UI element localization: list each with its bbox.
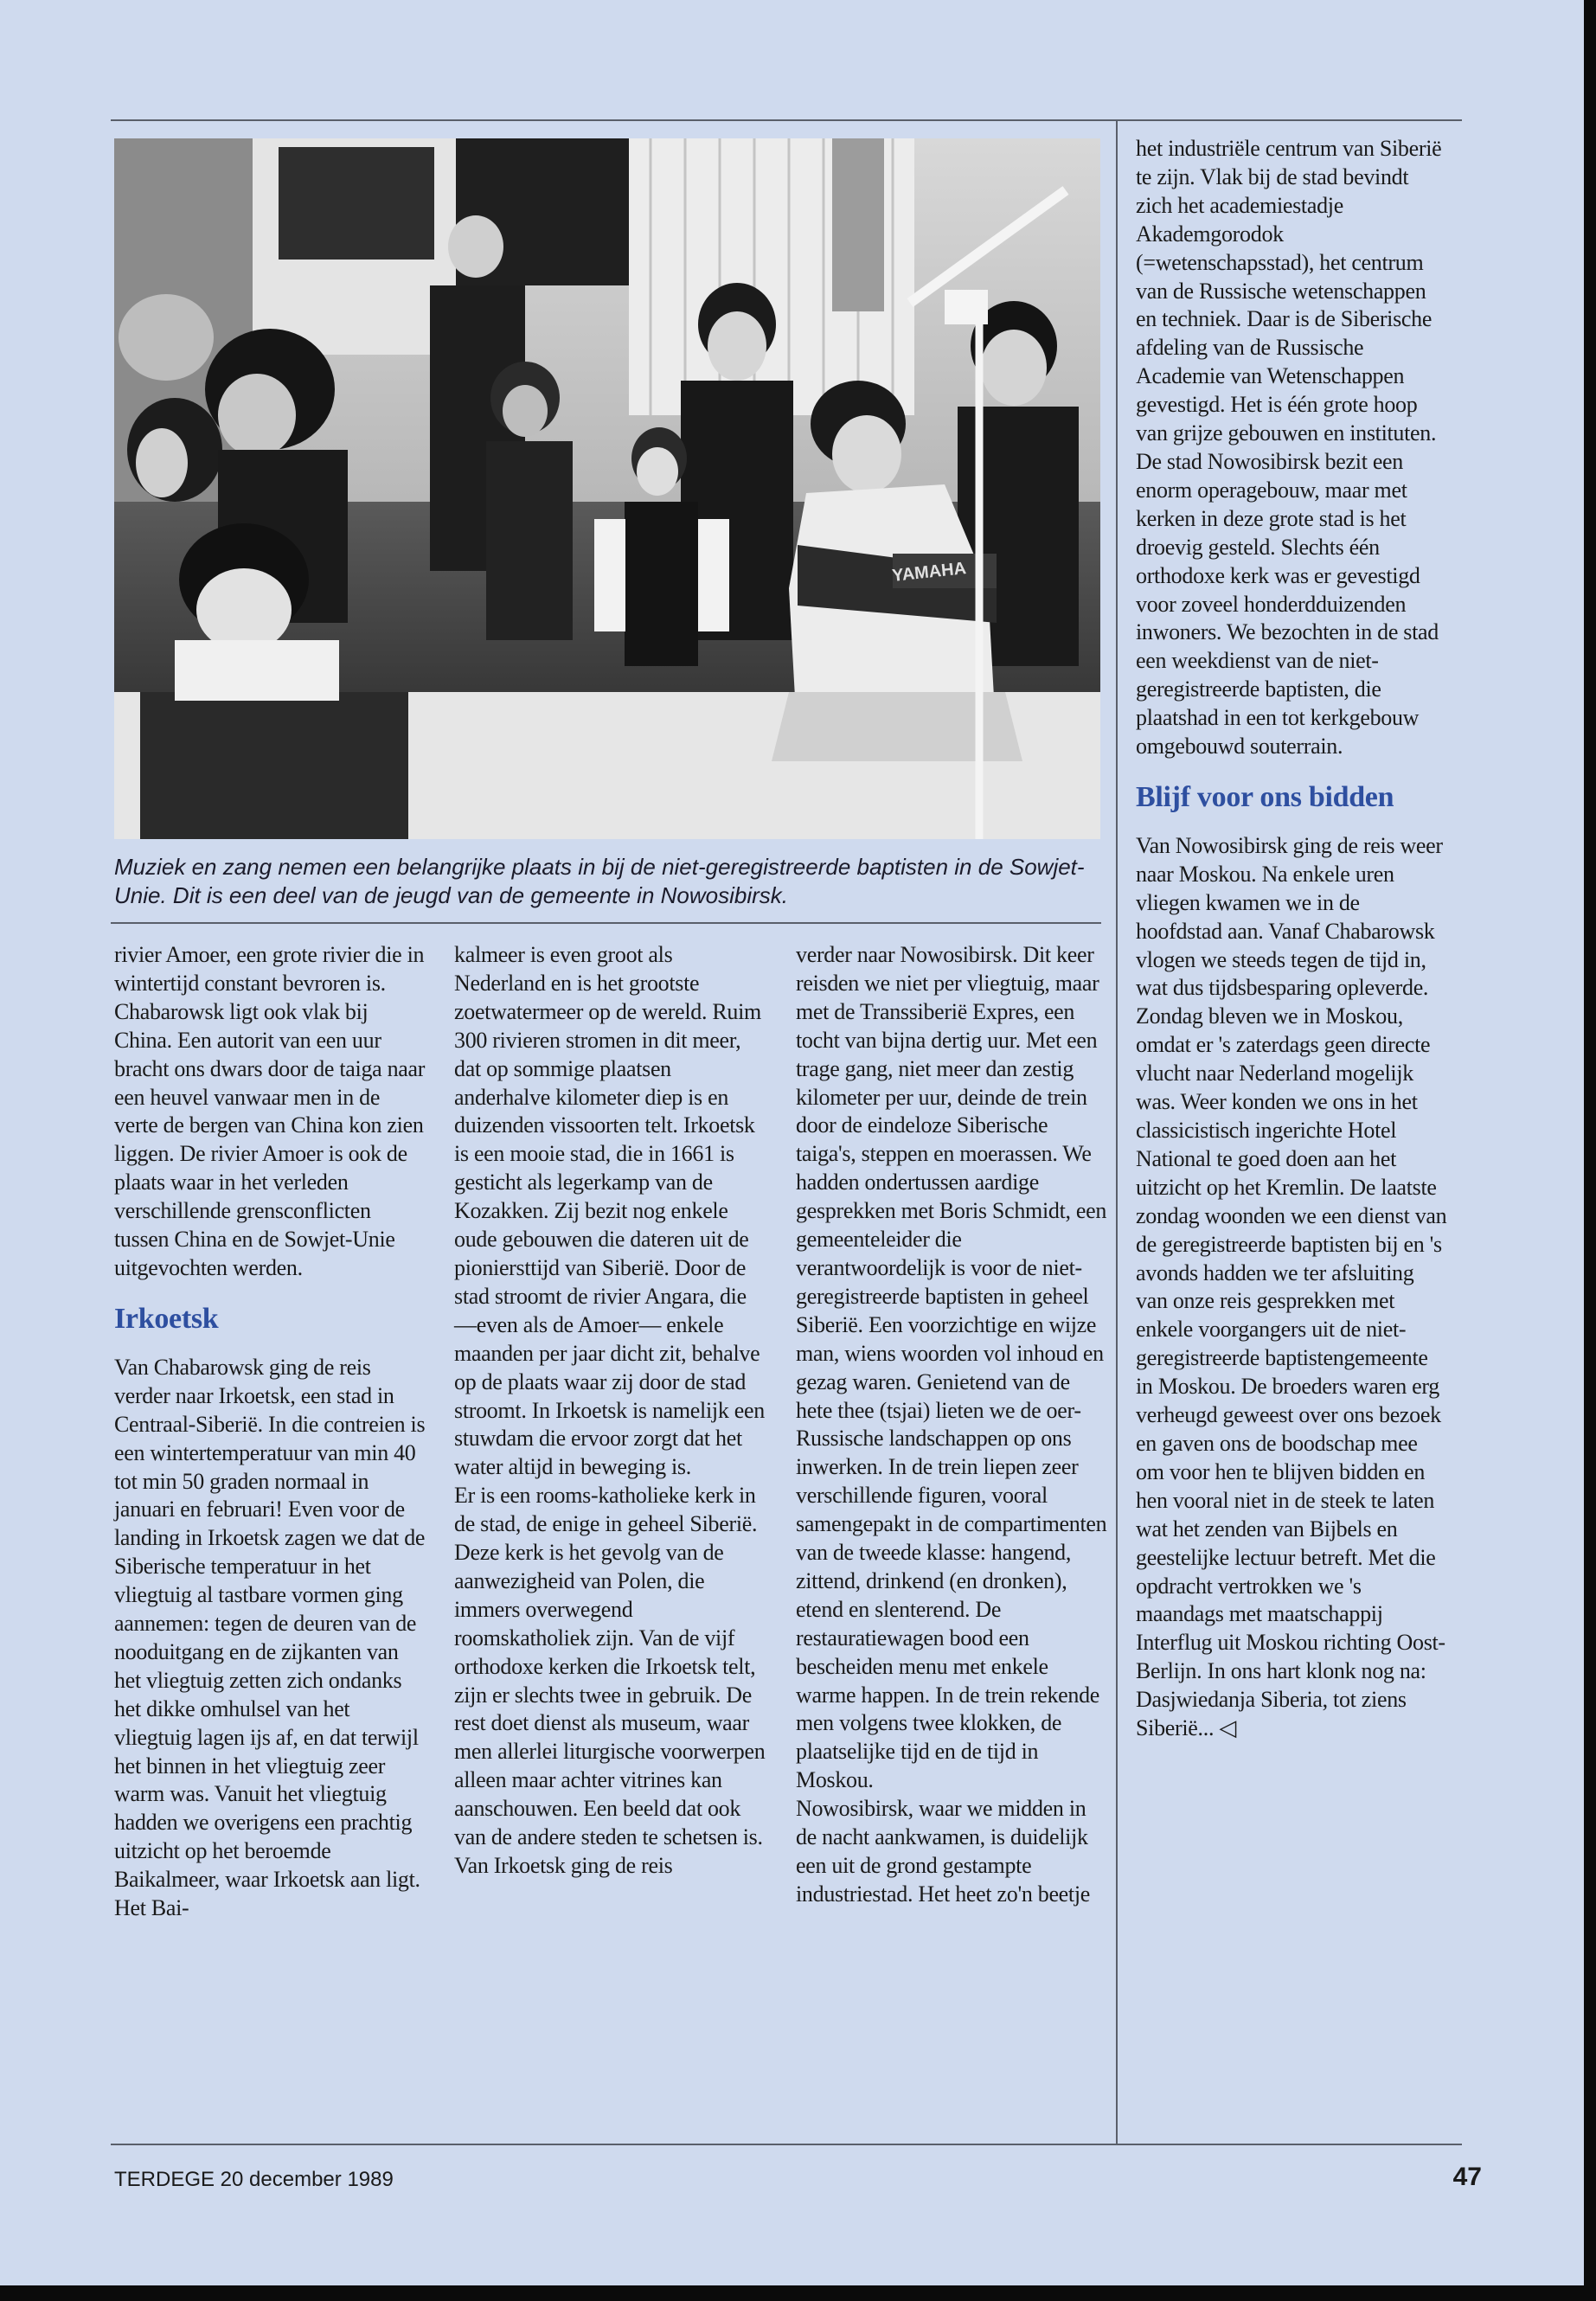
paragraph: het industriële centrum van Siberië te zijn. Vlak bij de stad bevindt zich het academiestadje Akademgorodok (=wetenschapsstad), het centrum van de Russische wetenschappen en techniek. Daar is de Siberische afdeling van de Russische Academie van Wetenschappen gevestigd. Het is één grote hoop van grijze gebouwen en instituten. — [1136, 136, 1442, 446]
paragraph: rivier Amoer, een grote rivier die in wintertijd constant bevroren is. Chabarowsk ligt ook vlak bij China. Een autorit van een uur bracht ons dwars door de taiga naar een heuvel vanwaar men in de verte de bergen van China kon zien liggen. De rivier Amoer is ook de plaats waar in het verleden verschillende grensconflicten tussen China en de Sowjet-Unie uitgevochten werden. — [114, 942, 426, 1280]
page-number: 47 — [1452, 2163, 1482, 2191]
paragraph: Nowosibirsk, waar we midden in de nacht aankwamen, is duidelijk een uit de grond gestampte industriestad. Het heet zo'n beetje — [796, 1796, 1091, 1907]
article-column-4 — [1136, 135, 1447, 1743]
subheading-blijf-voor-ons-bidden: Blijf voor ons bidden — [1136, 780, 1394, 813]
photo-youth-choir — [114, 138, 1100, 839]
paragraph: verder naar Nowosibirsk. Dit keer reisden we niet per vliegtuig, maar met de Transsiberië Expres, een tocht van bijna dertig uur. Met een trage gang, niet meer dan zestig kilometer per uur, deinde de trein door de eindeloze Siberische taiga's, steppen en moerassen. We hadden ondertussen aardige gesprekken met Boris Schmidt, een gemeenteleider die verantwoordelijk is voor de niet-geregistreerde baptisten in geheel Siberië. Een voorzichtige en wijze man, wiens woorden vol inhoud en gezag waren. Genietend van de hete thee (tsjai) lieten we de oer-Russische landschappen op ons inwerken. In de trein liepen zeer verschillende figuren, vooral samengepakt in de compartimenten van de tweede klasse: hangend, zittend, drinkend (en dronken), etend en slenterend. De restauratiewagen bood een bescheiden menu met enkele warme happen. In de trein rekende men volgens twee klokken, de plaatselijke tijd en de tijd in Moskou. — [796, 942, 1107, 1793]
paragraph: Van Nowosibirsk ging de reis weer naar Moskou. Na enkele uren vliegen kwamen we in de hoofdstad aan. Vanaf Chabarowsk vlogen we steeds tegen de tijd in, wat dus tijdsbesparing opleverde. Zondag bleven we in Moskou, omdat er 's zaterdags geen directe vlucht naar Nederland mogelijk was. Weer konden we ons in het classicistisch ingerichte Hotel National te goed doen aan het uitzicht op het Kremlin. De laatste zondag woonden we een dienst van de geregistreerde baptisten bij en 's avonds hadden we ter afsluiting van onze reis gesprekken met enkele voorgangers uit de niet-geregistreerde baptistengemeente in Moskou. De broeders waren erg verheugd geweest over ons bezoek en gaven ons de boodschap mee om voor hen te blijven bidden en hen vooral niet in de steek te laten wat het zenden van Bijbels en geestelijke lectuur betreft. Met die opdracht vertrokken we 's maandags met maatschappij Interflug uit Moskou richting Oost-Berlijn. In ons hart klonk nog na: Dasjwiedanja Siberia, tot ziens Siberië... ◁ — [1136, 832, 1447, 1741]
paragraph: kalmeer is even groot als Nederland en is het grootste zoetwatermeer op de wereld. Ruim 300 rivieren stromen in dit meer, dat op sommige plaatsen anderhalve kilometer diep is en duizenden vissoorten telt. Irkoetsk is een mooie stad, die in 1661 is gesticht als legerkamp van de Kozakken. Zij bezit nog enkele oude gebouwen die dateren uit de pioniersttijd van Siberië. Door de stad stroomt de rivier Angara, die —even als de Amoer— enkele maanden per jaar dicht zit, behalve op de plaats waar zij door de stad stroomt. In Irkoetsk is namelijk een stuwdam die ervoor zorgt dat het water altijd in beweging is. — [454, 942, 765, 1480]
paragraph: Er is een rooms-katholieke kerk in de stad, de enige in geheel Siberië. Deze kerk is het gevolg van de aanwezigheid van Polen, die immers overwegend roomskatholiek zijn. Van de vijf orthodoxe kerken die Irkoetsk telt, zijn er slechts twee in gebruik. De rest doet dienst als museum, waar men allerlei liturgische voorwerpen alleen maar achter vitrines kan aanschouwen. Een beeld dat ook van de andere steden te schetsen is. — [454, 1483, 766, 1850]
photo-caption: Muziek en zang nemen een belangrijke plaats in bij de niet-geregistreerde baptisten in de Sowjet-Unie. Dit is een deel van de jeugd van de gemeente in Nowosibirsk. — [114, 854, 1085, 908]
footer-rule — [111, 2144, 1462, 2145]
article-column-1 — [114, 941, 426, 1923]
photo-illustration — [114, 138, 1100, 839]
caption-rule — [111, 922, 1101, 924]
paragraph: Van Chabarowsk ging de reis verder naar Irkoetsk, een stad in Centraal-Siberië. In die contreien is een wintertemperatuur van min 40 tot min 50 graden normaal in januari en februari! Even voor de landing in Irkoetsk zagen we dat de Siberische temperatuur in het vliegtuig al tastbare vormen ging aannemen: tegen de deuren van de nooduitgang en de zijkanten van het vliegtuig zetten zich ondanks het dikke omhulsel van het vliegtuig lagen ijs af, en dat terwijl het binnen in het vliegtuig zeer warm was. Vanuit het vliegtuig hadden we overigens een prachtig uitzicht op het beroemde Baikalmeer, waar Irkoetsk aan ligt. Het Bai- — [114, 1354, 426, 1921]
publication-date: TERDEGE 20 december 1989 — [114, 2168, 394, 2191]
article-column-2 — [454, 941, 766, 1881]
top-rule — [111, 119, 1462, 121]
article-column-3 — [796, 941, 1107, 1909]
scan-border-bottom — [0, 2285, 1596, 2301]
subheading-irkoetsk: Irkoetsk — [114, 1302, 219, 1335]
paragraph: Van Irkoetsk ging de reis — [454, 1853, 673, 1878]
guitar-brand-text: YAMAHA — [891, 559, 967, 586]
column-divider — [1116, 121, 1118, 2145]
paragraph: De stad Nowosibirsk bezit een enorm operagebouw, maar met kerken in deze grote stad is het droevig gesteld. Slechts één orthodoxe kerk was er gevestigd voor zoveel honderdduizenden inwoners. We bezochten in de stad een weekdienst van de niet-geregistreerde baptisten, die plaatshad in een tot kerkgebouw omgebouwd souterrain. — [1136, 448, 1439, 760]
scan-border-right — [1584, 0, 1596, 2301]
